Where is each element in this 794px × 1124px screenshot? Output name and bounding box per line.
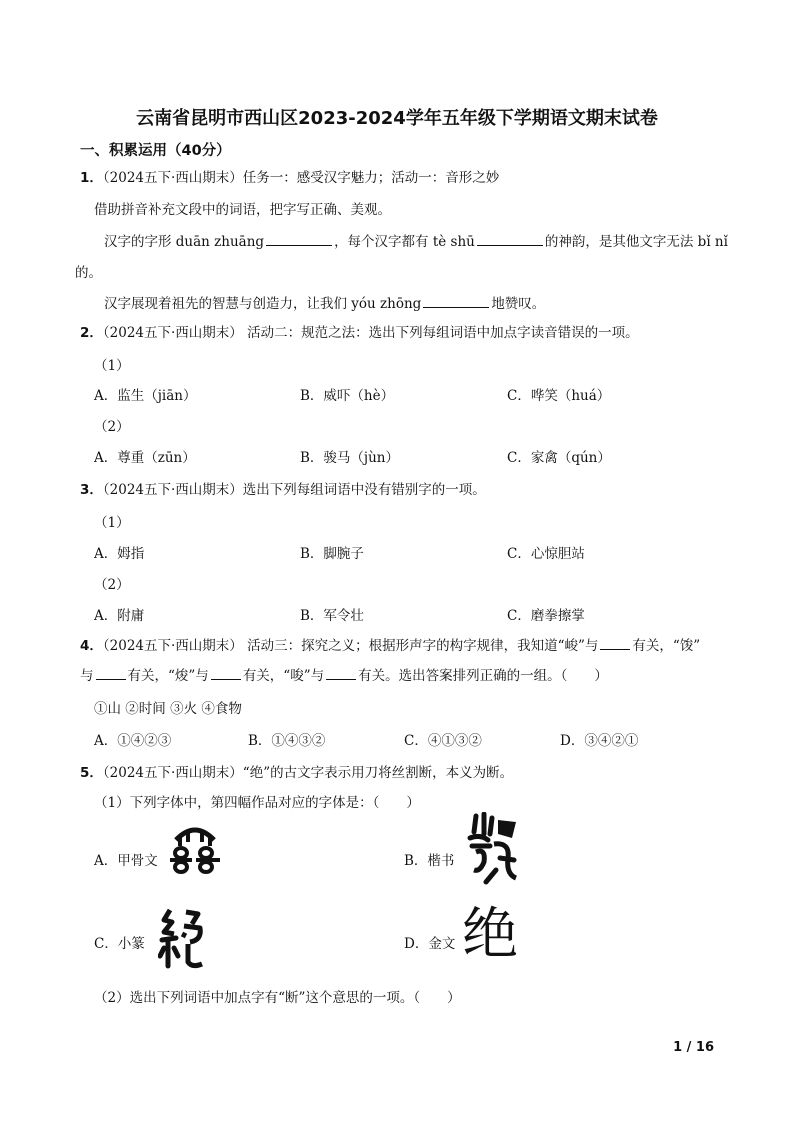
q2-header (80, 321, 639, 341)
option-d[interactable]: D．③④②① (560, 733, 639, 749)
option-a[interactable]: A．甲骨文 (94, 853, 158, 869)
option-a[interactable]: A．姆指 (94, 546, 145, 562)
option-b[interactable]: B．骏马（jùn） (300, 450, 399, 466)
q2-head: （2024五下·西山期末） 活动二：规范之法：选出下列每组词语中加点字读音错误的一项。 (102, 325, 639, 341)
option-b[interactable]: B．①④③② (248, 733, 326, 749)
q3-head: （2024五下·西山期末）选出下列每组词语中没有错别字的一项。 (102, 482, 486, 498)
q5-sub1: （1）下列字体中，第四幅作品对应的字体是：（ ） (94, 795, 420, 811)
q1-text: 的。 (75, 265, 102, 281)
q1-head: （2024五下·西山期末）任务一：感受汉字魅力；活动一：音形之妙 (102, 170, 500, 186)
option-c[interactable]: C．④①③② (404, 733, 482, 749)
answer-blank[interactable] (477, 233, 543, 246)
option-b[interactable]: B．威吓（hè） (300, 388, 395, 404)
q4-text: 有关，“焌”与 (127, 668, 209, 684)
q1-text: 汉字展现着祖先的智慧与创造力，让我们 yóu zhōng (104, 296, 422, 312)
option-b[interactable]: B．军令壮 (300, 608, 364, 624)
answer-blank[interactable] (96, 667, 126, 680)
option-c[interactable]: C．心惊胆站 (507, 546, 585, 562)
answer-blank[interactable] (266, 233, 332, 246)
q4-number: 4． (80, 638, 103, 654)
q1-text: 汉字的字形 duān zhuāng (104, 234, 265, 250)
small-seal-script-glyph-icon (158, 906, 204, 972)
q4-text: 有关。选出答案排列正确的一组。（ ） (358, 668, 608, 684)
q3-sub1-label: （1） (94, 515, 130, 531)
page-number: 1 / 16 (673, 1040, 714, 1055)
q2-sub1-label: （1） (94, 358, 130, 374)
q2-sub2-label: （2） (94, 419, 130, 435)
q4-text: 有关，“馂” (632, 638, 701, 654)
q1-instruction: 借助拼音补充文段中的词语，把字写正确、美观。 (94, 202, 391, 218)
q3-number: 3． (80, 482, 103, 498)
q1-paragraph-line1 (104, 230, 728, 250)
option-b[interactable]: B．脚腕子 (300, 546, 364, 562)
q1-header (80, 166, 499, 186)
answer-blank[interactable] (326, 667, 356, 680)
option-a[interactable]: A．①④②③ (94, 733, 172, 749)
q4-header (80, 634, 700, 654)
option-a[interactable]: A．监生（jiān） (94, 388, 197, 404)
q4-line2 (80, 664, 608, 684)
option-c[interactable]: C．小篆 (94, 936, 145, 952)
q4-choices-key: ①山 ②时间 ③火 ④食物 (94, 701, 242, 717)
q1-text: 地赞叹。 (491, 296, 546, 312)
regular-script-glyph: 绝 (462, 902, 518, 967)
option-a[interactable]: A．尊重（zūn） (94, 450, 196, 466)
q1-text: 的神韵，是其他文字无法 bǐ nǐ (544, 234, 728, 250)
q5-head: （2024五下·西山期末）“绝”的古文字表示用刀将丝割断，本义为断。 (102, 765, 514, 781)
option-c[interactable]: C．哗笑（huá） (507, 388, 611, 404)
q5-number: 5． (80, 765, 103, 781)
q1-number: 1． (80, 170, 103, 186)
q4-text: 有关，“唆”与 (242, 668, 325, 684)
answer-blank[interactable] (423, 295, 489, 308)
q5-sub2: （2）选出下列词语中加点字有“断”这个意思的一项。（ ） (94, 990, 461, 1006)
option-a[interactable]: A．附庸 (94, 608, 145, 624)
q4-head: （2024五下·西山期末） 活动三：探究之义；根据形声字的构字规律，我知道“峻”与 (102, 638, 599, 654)
option-d[interactable]: D．金文 (404, 936, 456, 952)
q1-text: ，每个汉字都有 tè shū (334, 234, 475, 250)
oracle-bone-script-glyph-icon (166, 822, 224, 878)
q3-header (80, 478, 486, 498)
q5-header (80, 761, 513, 781)
q3-sub2-label: （2） (94, 577, 130, 593)
option-c[interactable]: C．家禽（qún） (507, 450, 611, 466)
answer-blank[interactable] (600, 637, 630, 650)
q4-text: 与 (80, 668, 94, 684)
q1-paragraph-line2 (104, 292, 545, 312)
q2-number: 2． (80, 325, 103, 341)
section-heading: 一、积累运用（40分） (80, 143, 231, 159)
option-b[interactable]: B．楷书 (404, 853, 455, 869)
answer-blank[interactable] (211, 667, 241, 680)
option-c[interactable]: C．磨拳擦掌 (507, 608, 585, 624)
exam-title: 云南省昆明市西山区2023-2024学年五年级下学期语文期末试卷 (136, 108, 658, 129)
bronze-script-glyph-icon (466, 812, 522, 888)
